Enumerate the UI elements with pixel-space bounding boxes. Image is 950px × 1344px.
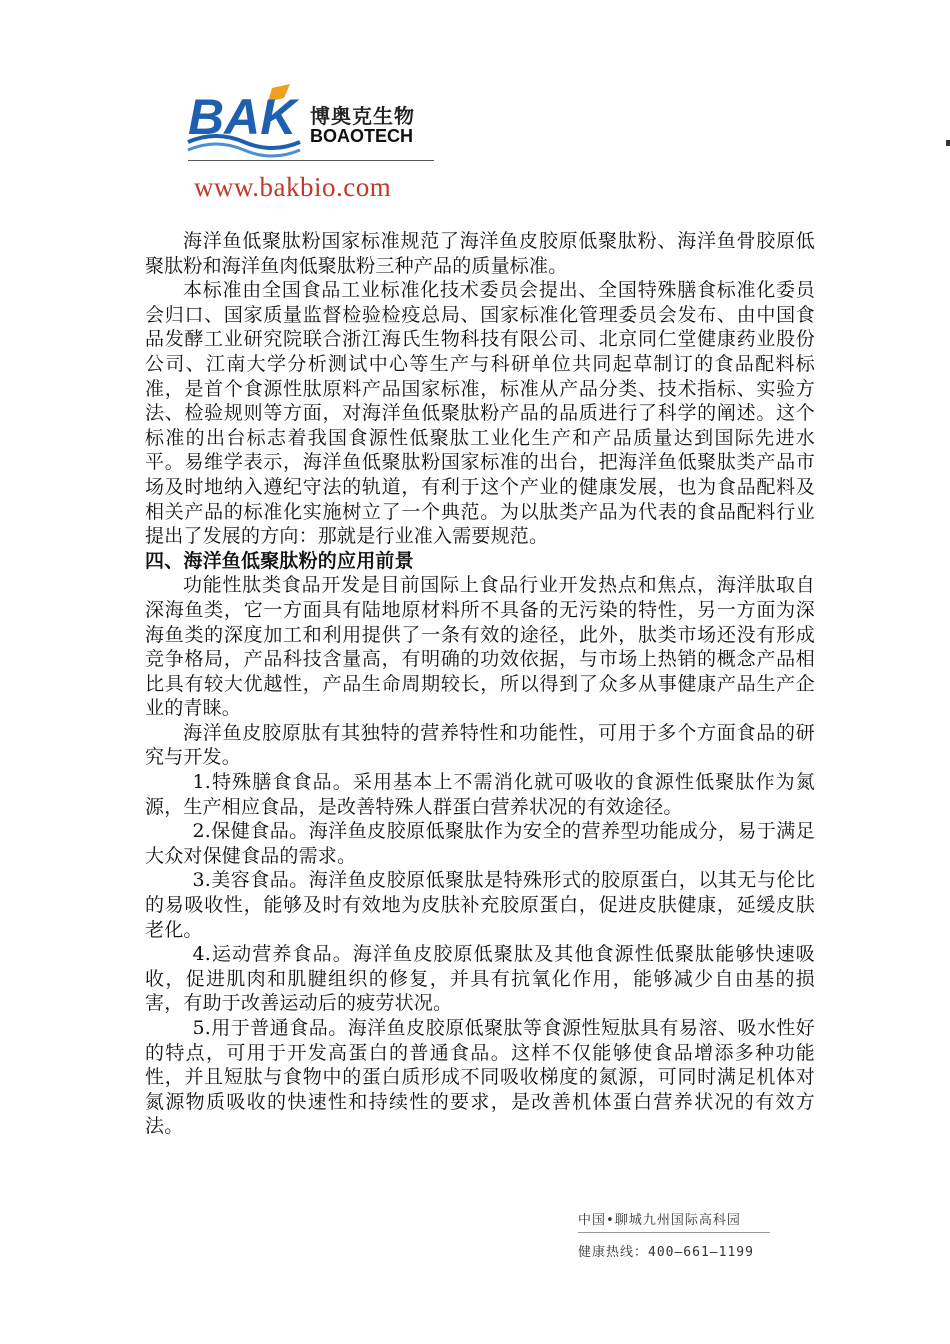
brand-name-en: BOAOTECH — [310, 126, 413, 146]
bak-logo-mark — [186, 82, 306, 160]
list-item: 5.用于普通食品。海洋鱼皮胶原低聚肽等食源性短肽具有易溶、吸水性好的特点，可用于开发高蛋白的普通食品。这样不仅能够使食品增添多种功能性，并且短肽与食物中的蛋白质形成不同吸收梯度的氮源，可同时满足机体对氮源物质吸收的快速性和持续性的要求，是改善机体蛋白营养状况的有效方法。 — [145, 1017, 815, 1138]
paragraph: 海洋鱼皮胶原肽有其独特的营养特性和功能性，可用于多个方面食品的研究与开发。 — [145, 721, 815, 769]
logo-letters: BAK — [188, 89, 297, 145]
document-body — [145, 229, 815, 1139]
page-edge-mark — [946, 140, 950, 146]
logo-divider — [188, 160, 434, 161]
brand-name-cn: 博奥克生物 — [310, 104, 415, 128]
page-footer — [578, 1209, 778, 1260]
paragraph: 功能性肽类食品开发是目前国际上食品行业开发热点和焦点，海洋肽取自深海鱼类，它一方面具有陆地原材料所不具备的无污染的特性，另一方面为深海鱼类的深度加工和利用提供了一条有效的途径，此外，肽类市场还没有形成竞争格局，产品科技含量高，有明确的功效依据，与市场上热销的概念产品相比具有较大优越性，产品生命周期较长，所以得到了众多从事健康产品生产企业的青睐。 — [145, 574, 815, 720]
company-logo — [186, 82, 438, 204]
section-heading: 四、海洋鱼低聚肽粉的应用前景 — [145, 549, 414, 572]
footer-hotline: 健康热线：400—661—1199 — [578, 1245, 754, 1260]
website-url: www.bakbio.com — [194, 172, 392, 202]
footer-location: 中国•聊城九州国际高科园 — [578, 1209, 770, 1233]
list-item: 1.特殊膳食食品。采用基本上不需消化就可吸收的食源性低聚肽作为氮源，生产相应食品，是改善特殊人群蛋白营养状况的有效途径。 — [145, 771, 815, 818]
list-item: 3.美容食品。海洋鱼皮胶原低聚肽是特殊形式的胶原蛋白，以其无与伦比的易吸收性，能够及时有效地为皮肤补充胶原蛋白，促进皮肤健康，延缓皮肤老化。 — [145, 869, 815, 941]
list-item: 4.运动营养食品。海洋鱼皮胶原低聚肽及其他食源性低聚肽能够快速吸收，促进肌肉和肌腱组织的修复，并具有抗氧化作用，能够减少自由基的损害，有助于改善运动后的疲劳状况。 — [145, 943, 815, 1015]
list-item: 2.保健食品。海洋鱼皮胶原低聚肽作为安全的营养型功能成分，易于满足大众对保健食品的需求。 — [145, 820, 815, 867]
paragraph: 本标准由全国食品工业标准化技术委员会提出、全国特殊膳食标准化委员会归口、国家质量监督检验检疫总局、国家标准化管理委员会发布、由中国食品发酵工业研究院联合浙江海氏生物科技有限公司、北京同仁堂健康药业股份公司、江南大学分析测试中心等生产与科研单位共同起草制订的食品配料标准，是首个食源性肽原料产品国家标准，标准从产品分类、技术指标、实验方法、检验规则等方面，对海洋鱼低聚肽粉产品的品质进行了科学的阐述。这个标准的出台标志着我国食源性低聚肽工业化生产和产品质量达到国际先进水平。易维学表示，海洋鱼低聚肽粉国家标准的出台，把海洋鱼低聚肽类产品市场及时地纳入遵纪守法的轨道，有利于这个产业的健康发展，也为食品配料及相关产品的标准化实施树立了一个典范。为以肽类产品为代表的食品配料行业提出了发展的方向：那就是行业准入需要规范。 — [145, 279, 815, 548]
paragraph: 海洋鱼低聚肽粉国家标准规范了海洋鱼皮胶原低聚肽粉、海洋鱼骨胶原低聚肽粉和海洋鱼肉低聚肽粉三种产品的质量标准。 — [145, 230, 815, 277]
